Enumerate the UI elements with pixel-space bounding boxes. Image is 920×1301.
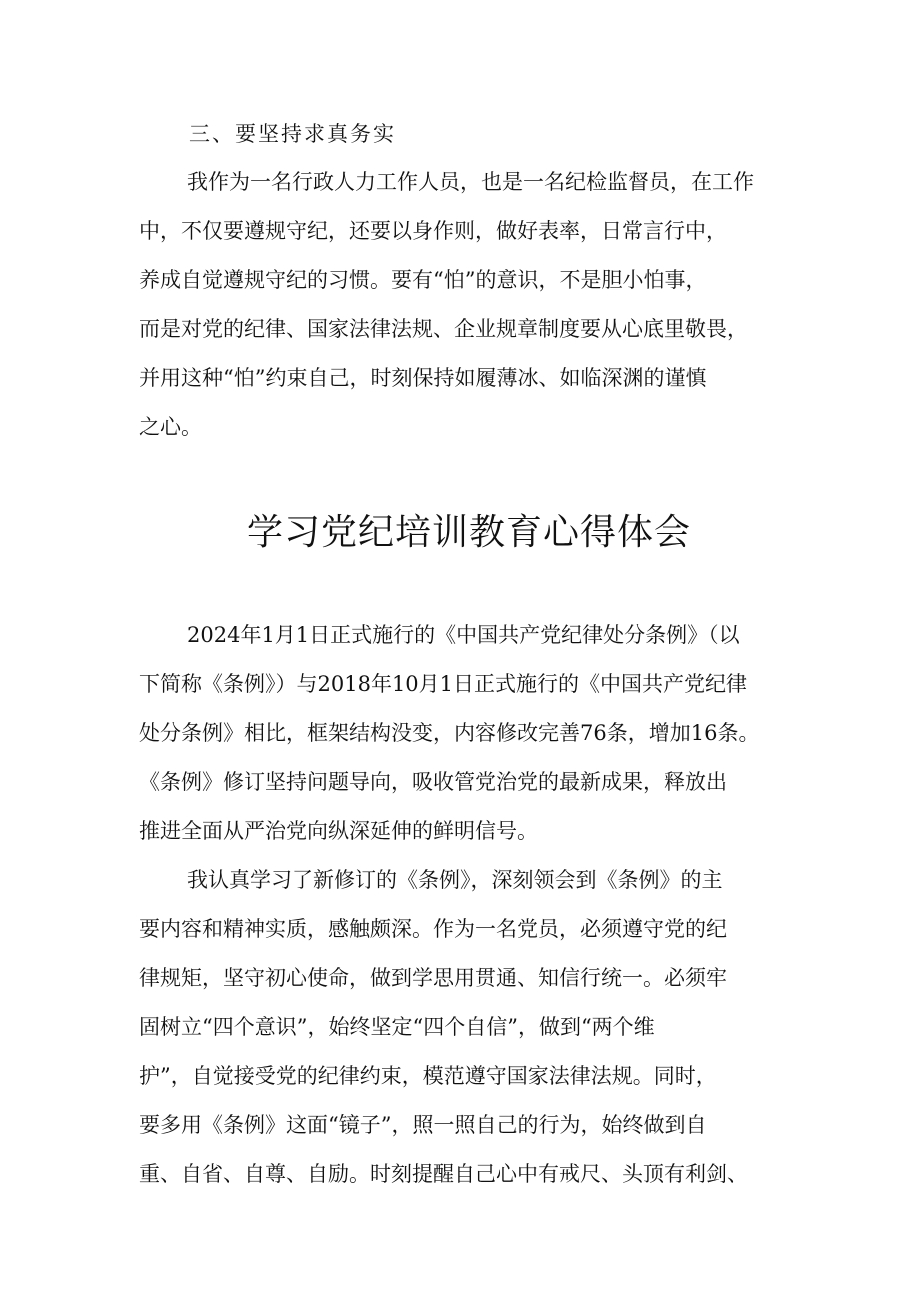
paragraph-line: 要内容和精神实质，感触颇深。作为一名党员，必须遵守党的纪 bbox=[139, 917, 727, 941]
paragraph-line: 并用这种“怕”约束自己，时刻保持如履薄冰、如临深渊的谨慎 bbox=[139, 366, 707, 390]
paragraph-line: 而是对党的纪律、国家法律法规、企业规章制度要从心底里敬畏， bbox=[139, 317, 748, 341]
paragraph-line: 处分条例》相比，框架结构没变，内容修改完善76条，增加16条。 bbox=[139, 721, 760, 745]
article-paragraph-1 bbox=[139, 611, 799, 856]
paragraph-line: 《条例》修订坚持问题导向，吸收管党治党的最新成果，释放出 bbox=[139, 770, 727, 794]
paragraph-line: 养成自觉遵规守纪的习惯。要有“怕”的意识，不是胆小怕事， bbox=[139, 268, 707, 292]
paragraph-line: 要多用《条例》这面“镜子”，照一照自己的行为，始终做到自 bbox=[139, 1113, 707, 1137]
article-paragraph-2 bbox=[139, 856, 799, 1199]
paragraph-line: 2024年1月1日正式施行的《中国共产党纪律处分条例》（以 bbox=[187, 623, 740, 647]
paragraph-line: 固树立“四个意识”，始终坚定“四个自信”，做到“两个维 bbox=[139, 1015, 655, 1039]
paragraph-line: 之心。 bbox=[139, 415, 202, 439]
document-body bbox=[139, 110, 799, 1199]
paragraph-line: 我作为一名行政人力工作人员，也是一名纪检监督员，在工作 bbox=[187, 170, 754, 194]
section-paragraph bbox=[139, 158, 799, 452]
paragraph-line: 下简称《条例》）与2018年10月1日正式施行的《中国共产党纪律 bbox=[139, 672, 748, 696]
paragraph-line: 中，不仅要遵规守纪，还要以身作则，做好表率，日常言行中， bbox=[139, 219, 727, 243]
paragraph-line: 推进全面从严治党向纵深延伸的鲜明信号。 bbox=[139, 819, 538, 843]
paragraph-line: 护”，自觉接受党的纪律约束，模范遵守国家法律法规。同时， bbox=[139, 1064, 717, 1088]
paragraph-line: 律规矩，坚守初心使命，做到学思用贯通、知信行统一。必须牢 bbox=[139, 966, 727, 990]
section-heading: 三、要坚持求真务实 bbox=[189, 122, 396, 146]
paragraph-line: 重、自省、自尊、自励。时刻提醒自己心中有戒尺、头顶有利剑、 bbox=[139, 1162, 748, 1186]
paragraph-line: 我认真学习了新修订的《条例》，深刻领会到《条例》的主 bbox=[187, 868, 723, 892]
article-title: 学习党纪培训教育心得体会 bbox=[246, 512, 691, 553]
